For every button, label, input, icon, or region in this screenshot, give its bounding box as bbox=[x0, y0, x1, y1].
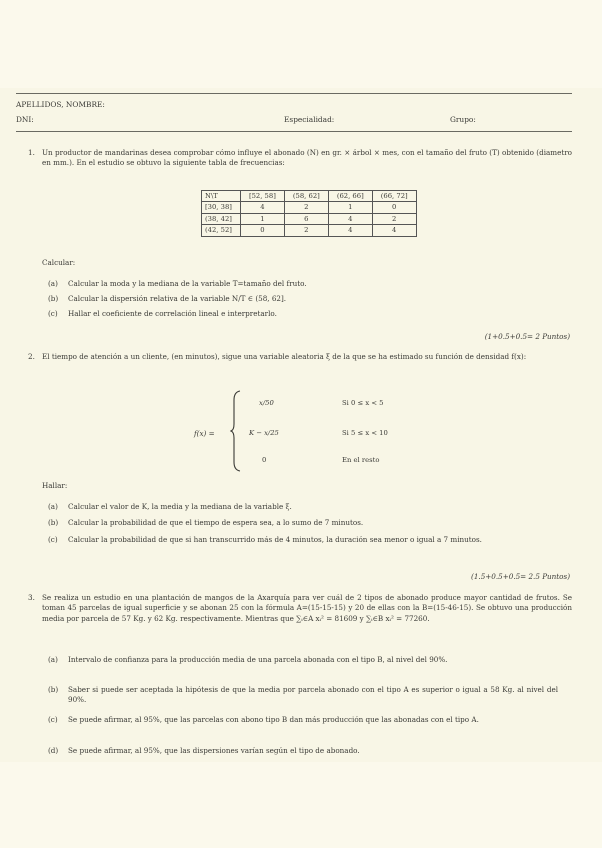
item-label: (d) bbox=[48, 746, 59, 755]
name-label: APELLIDOS, NOMBRE: bbox=[16, 100, 105, 109]
table-cell: 1 bbox=[328, 202, 372, 213]
header-bottom-rule bbox=[16, 131, 572, 132]
problem-1-score: (1+0.5+0.5= 2 Puntos) bbox=[484, 332, 570, 341]
problem-3-number: 3. bbox=[28, 593, 35, 602]
problem-1-intro: Calcular: bbox=[42, 258, 76, 267]
table-cell: 6 bbox=[284, 213, 328, 224]
item-label: (b) bbox=[48, 518, 59, 527]
problem-1-number: 1. bbox=[28, 148, 35, 157]
item-label: (a) bbox=[48, 502, 58, 511]
frequency-table bbox=[201, 190, 417, 237]
table-row-header: (38, 42] bbox=[202, 213, 241, 224]
item-text: Calcular la dispersión relativa de la variable N/T ∈ (58, 62]. bbox=[68, 294, 287, 303]
case-3-cond: En el resto bbox=[342, 456, 380, 464]
table-row-header: (42, 52] bbox=[202, 225, 241, 236]
item-text: Calcular la moda y la mediana de la variable T=tamaño del fruto. bbox=[68, 279, 307, 288]
table-cell: 2 bbox=[372, 213, 416, 224]
table-col-header: (58, 62] bbox=[284, 191, 328, 202]
problem-2-number: 2. bbox=[28, 352, 35, 361]
item-text: Hallar el coeficiente de correlación lineal e interpretarlo. bbox=[68, 309, 277, 318]
group-label: Grupo: bbox=[450, 115, 476, 124]
case-1-cond: Si 0 ≤ x < 5 bbox=[342, 399, 384, 407]
table-cell: 2 bbox=[284, 202, 328, 213]
left-brace bbox=[230, 390, 242, 472]
problem-2-text: El tiempo de atención a un cliente, (en minutos), sigue una variable aleatoria ξ de la que se ha estimado su función de densidad f(x): bbox=[42, 352, 527, 361]
item-label: (b) bbox=[48, 294, 59, 303]
item-label: (c) bbox=[48, 309, 58, 318]
table-corner: N\T bbox=[202, 191, 241, 202]
table-cell: 2 bbox=[284, 225, 328, 236]
item-label: (a) bbox=[48, 655, 58, 664]
item-text: Calcular el valor de K, la media y la mediana de la variable ξ. bbox=[68, 502, 292, 511]
item-text: Se puede afirmar, al 95%, que las dispersiones varían según el tipo de abonado. bbox=[68, 746, 360, 755]
table-cell: 4 bbox=[372, 225, 416, 236]
table-col-header: (66, 72] bbox=[372, 191, 416, 202]
table-row-header: [30, 38] bbox=[202, 202, 241, 213]
case-1-expr: x/50 bbox=[259, 399, 274, 407]
table-col-header: [52, 58] bbox=[240, 191, 284, 202]
item-label: (c) bbox=[48, 715, 58, 724]
problem-2-intro: Hallar: bbox=[42, 481, 68, 490]
table-cell: 4 bbox=[240, 202, 284, 213]
table-cell: 0 bbox=[240, 225, 284, 236]
specialty-label: Especialidad: bbox=[284, 115, 335, 124]
table-col-header: (62, 66] bbox=[328, 191, 372, 202]
table-row bbox=[202, 225, 417, 236]
table-row bbox=[202, 202, 417, 213]
case-2-expr: K − x/25 bbox=[249, 429, 279, 437]
problem-3-text: Se realiza un estudio en una plantación de mangos de la Axarquía para ver cuál de 2 tipos de abonado produce mayor cantidad de frutos. Se toman 45 parcelas de igual superficie y se abonan 25 con la fórmula A=(15-15-15) y 20 de ellas con la B=(15-46-15). Se obtuvo una producción media por parcela de 57 Kg. y 62 Kg. respectivamente. Mientras que ∑ᵢ∈A xᵢ² = 81609 y ∑ᵢ∈B xᵢ² = 77260. bbox=[42, 593, 572, 623]
table-cell: 0 bbox=[372, 202, 416, 213]
item-label: (c) bbox=[48, 535, 58, 544]
case-2-cond: Si 5 ≤ x < 10 bbox=[342, 429, 388, 437]
exam-sheet bbox=[0, 88, 602, 762]
item-label: (a) bbox=[48, 279, 58, 288]
density-function-label: f(x) = bbox=[194, 429, 215, 438]
item-text: Saber si puede ser aceptada la hipótesis de que la media por parcela abonado con el tipo A es superior o igual a 58 Kg. al nivel del 90%. bbox=[68, 685, 558, 705]
table-cell: 4 bbox=[328, 225, 372, 236]
dni-label: DNI: bbox=[16, 115, 34, 124]
item-text: Intervalo de confianza para la producción media de una parcela abonada con el tipo B, al nivel del 90%. bbox=[68, 655, 448, 664]
item-text: Calcular la probabilidad de que el tiempo de espera sea, a lo sumo de 7 minutos. bbox=[68, 518, 364, 527]
table-header-row bbox=[202, 191, 417, 202]
problem-1-text: Un productor de mandarinas desea comprobar cómo influye el abonado (N) en gr. × árbol × mes, con el tamaño del fruto (T) obtenido (diametro en mm.). En el estudio se obtuvo la siguiente tabla de frecuencias: bbox=[42, 148, 572, 168]
problem-2-score: (1.5+0.5+0.5= 2.5 Puntos) bbox=[471, 572, 570, 581]
table-row bbox=[202, 213, 417, 224]
table-cell: 1 bbox=[240, 213, 284, 224]
table-cell: 4 bbox=[328, 213, 372, 224]
item-text: Se puede afirmar, al 95%, que las parcelas con abono tipo B dan más producción que las abonadas con el tipo A. bbox=[68, 715, 479, 724]
top-rule bbox=[16, 93, 572, 94]
item-label: (b) bbox=[48, 685, 59, 694]
item-text: Calcular la probabilidad de que si han transcurrido más de 4 minutos, la duración sea menor o igual a 7 minutos. bbox=[68, 535, 482, 544]
case-3-expr: 0 bbox=[262, 456, 267, 464]
